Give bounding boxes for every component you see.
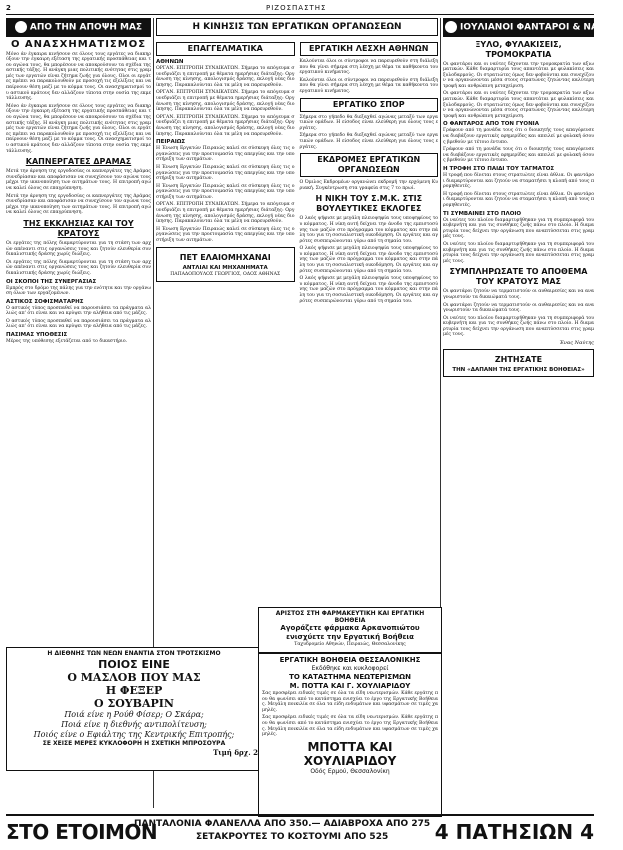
article-text: Καλούνται όλοι οι σύντροφοι να παρευρεθούν στη διάλεξη που θα γίνει σήμερα στη λέσχη με θέμα τα καθήκοντα του εργατικού κινήματος. <box>299 77 438 94</box>
page-number: 2 <box>6 4 11 12</box>
organizations-split <box>156 39 438 499</box>
ad-text: Σας προσφέρει ειδικές τιμές σε όλα τα είδη νεωτερισμών. Κάθε εργάτης που θα ψωνίσει από το κατάστημα ενισχύει το έργο της Εργατικής Βοήθειας. Μεγάλη ποικιλία σε όλα τα είδη ενδυμάτων και υφασμάτων σε τιμές χαμηλές. <box>262 691 438 713</box>
article-text: Οι ναύτες του πλοίου διαμαρτυρήθηκαν για τη συμπεριφορά του κυβερνήτη και για τις συνθήκες ζωής πάνω στο πλοίο. Η διαμαρτυρία τους δείχνει την οργάνωση που αναπτύσσεται στις γραμμές τους. <box>443 217 594 240</box>
footer-address: 4 ΠΑΤΗΣΙΩΝ 4 <box>434 820 594 844</box>
article-heading: Ο ΑΝΑΣΧΗΜΑΤΙΣΜΟΣ <box>10 38 147 50</box>
subheading: ΠΑΣΙΜΑΣ ΥΠΟΘΕΣΙΣ <box>6 332 68 339</box>
ad-price: Τιμή δρχ. 2 <box>213 748 258 757</box>
article-text: Οι φαντάροι και οι ναύτες δέχονται την τρομοκρατία των αξιωματικών. Κάθε διαμαρτυρία τους απαντάται με φυλακίσεις και ξυλοδαρμούς. Οι στρατιώτες όμως δεν φοβούνται και συνεχίζουν να οργανώνονται μέσα στους στρατώνες ζητώντας καλύτερη τροφή και ανθρώπινη μεταχείριση. <box>443 61 594 89</box>
subheading: ΕΡΓΑΤΙΚΟ ΣΠΟΡ <box>300 98 439 112</box>
article-text: Οι φαντάροι ζητούν να τερματιστούν οι αυθαιρεσίες και να αναγνωριστούν τα δικαιώματά τους. <box>443 289 594 300</box>
article-text: Ο λαός ψήφισε με μεγάλη πλειοψηφία τους υποψηφίους του κόμματος. Η νίκη αυτή δείχνει την άνοδο της εμπιστοσύνης των μαζών στο πρόγραμμα του κόμματος και στην πάλη του για τη σοσιαλιστική οικοδόμηση. Οι εργάτες και αγρότες συσπειρώνονται γύρω από τη σημαία του. <box>299 216 438 244</box>
article-text: Ο Όμιλος Εκδρομέων οργανώνει εκδρομή την ερχόμενη Κυριακή. Συγκέντρωση στα γραφεία στις 7 το πρωί. <box>299 180 438 191</box>
section-banner: Η ΚΙΝΗΣΙΣ ΤΩΝ ΕΡΓΑΤΙΚΩΝ ΟΡΓΑΝΩΣΕΩΝ <box>156 18 438 36</box>
ad-line: Μ. ΠΟΤΤΑ ΚΑΙ Γ. ΧΟΥΛΙΑΡΙΔΟΥ <box>289 682 411 690</box>
article-text: Οι εργάτες της πόλης διαμαρτύρονται για τη στάση των αρχών απέναντι στις οργανώσεις τους και ζητούν ελευθερία συνδικαλιστικής δράσης χωρίς διώξεις. <box>6 240 151 258</box>
article-text: Ο αστικός τύπος προσπαθεί να παρουσιάσει τα πράγματα αλλιώς απ' ότι είναι και να κρύψει την αλήθεια από τις μάζες. <box>6 305 151 317</box>
ad-line: Οδός Ερμού, Θεσσαλονίκη <box>310 767 390 775</box>
subheading: ΕΠΑΓΓΕΛΜΑΤΙΚΑ <box>156 42 295 56</box>
ad-heading: ΑΡΙΣΤΟΣ ΣΤΗ ΦΑΡΜΑΚΕΥΤΙΚΗ ΚΑΙ ΕΡΓΑΤΙΚΗ ΒΟΗΘΕΙΑ <box>275 610 425 624</box>
organizations-left <box>156 39 295 499</box>
ad-line: Ο ΣΟΥΒΑΡΙΝ <box>94 697 174 710</box>
ad-question: Ποιός είνε ο Εφιάλτης της Κεντρικής Επιτροπής; <box>33 730 235 739</box>
ad-line: ΑΝΤΛΙΑΙ ΚΑΙ ΜΗΧΑΝΗΜΑΤΑ <box>182 264 268 271</box>
article-text: Η Ένωση Εργατών Πειραιώς καλεί σε σύσκεψη όλες τις οργανώσεις για την προετοιμασία της απεργίας και την υποστήριξη των αιτημάτων. <box>156 226 295 244</box>
ad-line: ΣΕ ΧΕΙΣΕ ΜΕΡΕΣ ΚΥΚΛΟΦΟΡΗ Η ΣΧΕΤΙΚΗ ΜΠΡΟΣΟΥΡΑ <box>42 740 226 747</box>
subheading: Ο ΦΑΝΤΑΡΟΣ ΑΠΟ ΤΟΝ ΓΥΟΝΙΑ <box>443 121 539 128</box>
article-heading: ΞΥΛΟ, ΦΥΛΑΚΙΣΕΙΣ, ΤΡΟΜΟΚΡΑΤΙΑ <box>475 39 562 59</box>
ad-line: Η ΦΕΞΕΡ <box>105 684 163 697</box>
article-text: Σήμερα στο γήπεδο θα διεξαχθεί αγώνας μεταξύ των εργατικών ομάδων. Η είσοδος είναι ελεύθερη για όλους τους εργάτες. <box>299 114 438 131</box>
ad-line: ΜΠΟΤΤΑ ΚΑΙ ΧΟΥΛΙΑΡΙΔΟΥ <box>303 739 397 768</box>
footer-offer: ΣΕΤΑΚΡΟΥΤΕΣ ΤΟ ΚΟΣΤΟΥΜΙ ΑΠΟ 525 <box>196 832 389 842</box>
article-text: Ο λαός ψήφισε με μεγάλη πλειοψηφία τους υποψηφίους του κόμματος. Η νίκη αυτή δείχνει την άνοδο της εμπιστοσύνης των μαζών στο πρόγραμμα του κόμματος και στην πάλη του για τη σοσιαλιστική οικοδόμηση. Οι εργάτες και αγρότες συσπειρώνονται γύρω από τη σημαία του. <box>299 276 438 304</box>
ad-line: Η ΔΙΕΘΝΗΣ ΤΩΝ ΝΕΩΝ ΕΝΑΝΤΙΑ ΣΤΟΝ ΤΡΟΤΣΚΙΣΜΟ <box>47 650 221 657</box>
ad-line: Ο ΜΑΣΛΟΒ ΠΟΥ ΜΑΣ <box>67 671 201 684</box>
ad-text: Σας προσφέρει ειδικές τιμές σε όλα τα είδη νεωτερισμών. Κάθε εργάτης που θα ψωνίσει από το κατάστημα ενισχύει το έργο της Εργατικής Βοήθειας. Μεγάλη ποικιλία σε όλα τα είδη ενδυμάτων και υφασμάτων σε τιμές χαμηλές. <box>262 715 438 738</box>
ad-line: ΠΟΙΟΣ ΕΙΝΕ <box>98 658 170 671</box>
article-text: Μετά την άρνηση της εργοδοσίας οι καπνεργάτες της Δράμας συνεδρίασαν και αποφάσισαν να συνεχίσουν τον αγώνα τους μέχρι την ικανοποίηση των αιτημάτων τους. Η επιτροπή αγώνα καλεί όλους σε επαγρύπνηση. <box>6 193 151 216</box>
request-box <box>443 349 594 377</box>
ad-line: ΤΟ ΚΑΤΑΣΤΗΜΑ ΝΕΩΤΕΡΙΣΜΩΝ <box>289 673 411 681</box>
article-text: Οι φαντάροι και οι ναύτες δέχονται την τρομοκρατία των αξιωματικών. Κάθε διαμαρτυρία τους απαντάται με φυλακίσεις και ξυλοδαρμούς. Οι στρατιώτες όμως δεν φοβούνται και συνεχίζουν να οργανώνονται μέσα στους στρατώνες ζητώντας καλύτερη τροφή και ανθρώπινη μεταχείριση. <box>443 91 594 119</box>
column-right <box>443 18 623 808</box>
soldier-icon <box>445 21 457 33</box>
article-text: Ο αστικός τύπος προσπαθεί να παρουσιάσει τα πράγματα αλλιώς απ' ότι είναι και να κρύψει την αλήθεια από τις μάζες. <box>6 318 151 330</box>
subheading: Η ΤΡΟΦΗ ΣΤΟ ΠΑΙΔΙ ΤΟΥ ΤΑΓΜΑΤΟΣ <box>443 166 555 172</box>
ad-line: ΕΡΓΑΤΙΚΗ ΒΟΗΘΕΙΑ ΘΕΣΣΑΛΟΝΙΚΗΣ <box>279 656 421 664</box>
subheading: ΤΙ ΣΥΜΒΑΙΝΕΙ ΣΤΟ ΠΛΟΙΟ <box>443 210 522 217</box>
pharmacy-ad <box>258 607 442 653</box>
article-text: Η Ένωση Εργατών Πειραιώς καλεί σε σύσκεψη όλες τις οργανώσεις για την προετοιμασία της απεργίας και την υποστήριξη των αιτημάτων. <box>156 146 295 163</box>
article-text: ΟΡΓΑΝ. ΕΠΙΤΡΟΠΗ ΣΥΝΔΙΚΑΤΩΝ. Σήμερα το απόγευμα συνεδριάζει η επιτροπή με θέματα ημερήσιας διάταξης: Οργάνωση της κίνησης, απολογισμός δράσης, εκλογή νέας διοίκησης. Παρακαλούνται όλα τα μέλη να παρευρεθούν. <box>156 90 295 113</box>
article-text: Οι φαντάροι ζητούν να τερματιστούν οι αυθαιρεσίες και να αναγνωριστούν τα δικαιώματά τους. <box>443 302 594 314</box>
article-text: Εμπρός στο δρόμο της πάλης για την ενότητα και την οργάνωση όλων των εργαζομένων. <box>6 285 151 297</box>
section-banner: ΙΟΥΛΙΑΝΟΙ ΦΑΝΤΑΡΟΙ & ΝΑΥΤΕΣ <box>443 18 594 37</box>
footer-advertisement <box>6 814 594 848</box>
ad-line: Εκδόθηκε και κυκλοφορεί <box>311 665 389 672</box>
article-text: Η τροφή που δίνεται στους στρατιώτες είναι άθλια. Οι φαντάροι διαμαρτύρονται και ζητούν να σταματήσει η κλοπή από τους προμηθευτές. <box>443 191 594 208</box>
article-text: ΟΡΓΑΝ. ΕΠΙΤΡΟΠΗ ΣΥΝΔΙΚΑΤΩΝ. Σήμερα το απόγευμα συνεδριάζει η επιτροπή με θέματα ημερήσιας διάταξης: Οργάνωση της κίνησης, απολογισμός δράσης, εκλογή νέας διοίκησης. Παρακαλούνται όλα τα μέλη να παρευρεθούν. <box>156 202 295 225</box>
article-text: Μόνο άν έγκαιρα κινήσουν σε όλους τους εργάτες να διακηρύξουν την έγκαιρη εξέταση της εργατικής προσπάθειας και του αγώνα τους, θα μπορέσουν να αποκρούσουν τα σχέδια της αστικής τάξης. Η ανάγκη μιας πολιτικής ενότητας στις γραμμές των εργατών είναι ζήτημα ζωής για όλους. Ολοι οι εργάτες πρέπει να παρακολουθούν με προσοχή τις εξελίξεις και να παίρνουν θέση μαζί με το κόμμα τους. Οι ανασχηματισμοί του αστικού κράτους δεν αλλάζουν τίποτα στην ουσία της εκμετάλλευσης. <box>6 103 151 154</box>
article-text: Η τροφή που δίνεται στους στρατιώτες είναι άθλια. Οι φαντάροι διαμαρτύρονται και ζητούν να σταματήσει η κλοπή από τους προμηθευτές. <box>443 173 594 190</box>
article-text: Η Ένωση Εργατών Πειραιώς καλεί σε σύσκεψη όλες τις οργανώσεις για την προετοιμασία της απεργίας και την υποστήριξη των αιτημάτων. <box>156 183 295 200</box>
subheading: ΣΥΜΠΛΗΡΩΣΑΤΕ ΤΟ ΑΠΟΘΕΜΑ ΤΟΥ ΚΡΑΤΟΥΣ ΜΑΣ <box>449 267 588 287</box>
article-text: Μόνο άν έγκαιρα κινήσουν σε όλους τους εργάτες να διακηρύξουν την έγκαιρη εξέταση της εργατικής προσπάθειας και του αγώνα τους, θα μπορέσουν να αποκρούσουν τα σχέδια της αστικής τάξης. Η ανάγκη μιας πολιτικής ενότητας στις γραμμές των εργατών είναι ζήτημα ζωής για όλους. Ολοι οι εργάτες πρέπει να παρακολουθούν με προσοχή τις εξελίξεις και να παίρνουν θέση μαζί με το κόμμα τους. Οι ανασχηματισμοί του αστικού κράτους δεν αλλάζουν τίποτα στην ουσία της εκμετάλλευσης. <box>6 51 151 102</box>
ad-text: Ταχυδρομείο Αθηνών, Πειραιώς, Θεσσαλονίκης <box>294 642 406 647</box>
machines-ad <box>156 247 295 283</box>
subheading: ΑΘΗΝΩΝ <box>156 59 184 65</box>
ad-question: Ποιά είνε η διεθνής αντιπολίτευση; <box>61 720 207 729</box>
article-text: Οι ναύτες του πλοίου διαμαρτυρήθηκαν για τη συμπεριφορά του κυβερνήτη και για τις συνθήκες ζωής πάνω στο πλοίο. Η διαμαρτυρία τους δείχνει την οργάνωση που αναπτύσσεται στις γραμμές τους. <box>443 241 594 264</box>
paper-name: ΡΙΖΟΣΠΑΣΤΗΣ <box>266 4 327 12</box>
article-text: ΟΡΓΑΝ. ΕΠΙΤΡΟΠΗ ΣΥΝΔΙΚΑΤΩΝ. Σήμερα το απόγευμα συνεδριάζει η επιτροπή με θέματα ημερήσιας διάταξης: Οργάνωση της κίνησης, απολογισμός δράσης, εκλογή νέας διοίκησης. Παρακαλούνται όλα τα μέλη να παρευρεθούν. <box>156 66 295 88</box>
running-head <box>6 4 594 15</box>
subheading: ΠΕΙΡΑΙΩΣ <box>156 139 186 146</box>
article-text: Καλούνται όλοι οι σύντροφοι να παρευρεθούν στη διάλεξη που θα γίνει σήμερα στη λέσχη με θέμα τα καθήκοντα του εργατικού κινήματος. <box>299 59 438 76</box>
subheading: ΤΗΣ ΕΚΚΛΗΣΙΑΣ ΚΑΙ ΤΟΥ ΚΡΑΤΟΥΣ <box>23 218 134 238</box>
ad-line: ΤΗΝ «ΔΑΠΑΝΗ ΤΗΣ ΕΡΓΑΤΙΚΗΣ ΒΟΗΘΕΙΑΣ» <box>452 367 585 374</box>
organizations-right <box>300 39 439 499</box>
subheading: Η ΝΙΚΗ ΤΟΥ Σ.Μ.Κ. ΣΤΙΣ ΒΟΥΛΕΥΤΙΚΕΣ ΕΚΛΟΓΕΣ <box>315 194 423 214</box>
ad-text: ΠΑΠΑΔΟΠΟΥΛΟΣ ΓΕΩΡΓΙΟΣ, ΟΔΟΣ ΑΘΗΝΑΣ <box>170 271 281 277</box>
eye-icon <box>15 21 27 33</box>
article-text: Η Ένωση Εργατών Πειραιώς καλεί σε σύσκεψη όλες τις οργανώσεις για την προετοιμασία της απεργίας και την υποστήριξη των αιτημάτων. <box>156 164 295 182</box>
article-text: Μετά την άρνηση της εργοδοσίας οι καπνεργάτες της Δράμας συνεδρίασαν και αποφάσισαν να συνεχίσουν τον αγώνα τους μέχρι την ικανοποίηση των αιτημάτων τους. Η επιτροπή αγώνα καλεί όλους σε επαγρύπνηση. <box>6 169 151 191</box>
footer-brand: ΣΤΟ ΕΤΟΙΜΟΝ <box>6 820 158 844</box>
article-text: Οι εργάτες της πόλης διαμαρτύρονται για τη στάση των αρχών απέναντι στις οργανώσεις τους και ζητούν ελευθερία συνδικαλιστικής δράσης χωρίς διώξεις. <box>6 259 151 276</box>
shop-advertisement <box>258 653 442 817</box>
subheading: ΕΡΓΑΤΙΚΗ ΛΕΣΧΗ ΑΘΗΝΩΝ <box>300 42 439 56</box>
section-banner: ΑΠΟ ΤΗΝ ΑΠΟΨΗ ΜΑΣ <box>6 18 151 37</box>
ad-heading: ΖΗΤΗΣΑΤΕ <box>494 355 543 365</box>
ad-question: Ποιά είνε η Ρούθ Φίσερ; Ο Σκάρα; <box>64 710 204 719</box>
article-text: ΟΡΓΑΝ. ΕΠΙΤΡΟΠΗ ΣΥΝΔΙΚΑΤΩΝ. Σήμερα το απόγευμα συνεδριάζει η επιτροπή με θέματα ημερήσιας διάταξης: Οργάνωση της κίνησης, απολογισμός δράσης, εκλογή νέας διοίκησης. Παρακαλούνται όλα τα μέλη να παρευρεθούν. <box>156 114 295 137</box>
ad-line: Αγοράζετε φάρμακα Αρκανοπιώτου ενισχύετε την Εργατική Βοήθεια <box>280 624 420 641</box>
article-text: Ο λαός ψήφισε με μεγάλη πλειοψηφία τους υποψηφίους του κόμματος. Η νίκη αυτή δείχνει την άνοδο της εμπιστοσύνης των μαζών στο πρόγραμμα του κόμματος και στην πάλη του για τη σοσιαλιστική οικοδόμηση. Οι εργάτες και αγρότες συσπειρώνονται γύρω από τη σημαία του. <box>299 246 438 274</box>
signature: Ένας Ναύτης <box>559 340 594 347</box>
subheading: ΚΑΠΝΕΡΓΑΤΕΣ ΔΡΑΜΑΣ <box>25 157 132 167</box>
article-text: Σήμερα στο γήπεδο θα διεξαχθεί αγώνας μεταξύ των εργατικών ομάδων. Η είσοδος είναι ελεύθερη για όλους τους εργάτες. <box>299 133 438 150</box>
newspaper-page <box>6 4 623 846</box>
article-text: Οι ναύτες του πλοίου διαμαρτυρήθηκαν για τη συμπεριφορά του κυβερνήτη και για τις συνθήκες ζωής πάνω στο πλοίο. Η διαμαρτυρία τους δείχνει την οργάνωση που αναπτύσσεται στις γραμμές τους. <box>443 315 594 338</box>
article-text: Μέρος της υπόθεσης εξετάζεται από το δικαστήριο. <box>6 339 128 345</box>
article-text: Γράφουν από τη μονάδα τους ότι ο διοικητής τους απαγόρευσε να διαβάζουν εργατικές εφημερίδες και απειλεί με φυλακή όσους βρεθούν με τέτοιο έντυπο. <box>443 147 594 164</box>
subheading: ΑΣΤΙΚΟΣ ΣΟΦΙΣΜΑΤΑΡΗΣ <box>6 298 84 305</box>
article-text: Γράφουν από τη μονάδα τους ότι ο διοικητής τους απαγόρευσε να διαβάζουν εργατικές εφημερίδες και απειλεί με φυλακή όσους βρεθούν με τέτοιο έντυπο. <box>443 128 594 145</box>
footer-offer: ΠΑΝΤΑΛΟΝΙΑ ΦΛΑΝΕΛΛΑ ΑΠΟ 350.— ΑΔΙΑΒΡΟΧΑ ΑΠΟ 275 <box>134 819 431 829</box>
ad-heading: ΠΕΤ ΕΛΑΙΟΜΗΧΑΝΑΙ <box>179 252 271 262</box>
subheading: ΕΚΔΡΟΜΕΣ ΕΡΓΑΤΙΚΩΝ ΟΡΓΑΝΩΣΕΩΝ <box>300 153 439 177</box>
subheading: ΟΙ ΣΚΟΠΟΙ ΤΗΣ ΣΥΝΕΡΓΑΣΙΑΣ <box>6 278 97 285</box>
